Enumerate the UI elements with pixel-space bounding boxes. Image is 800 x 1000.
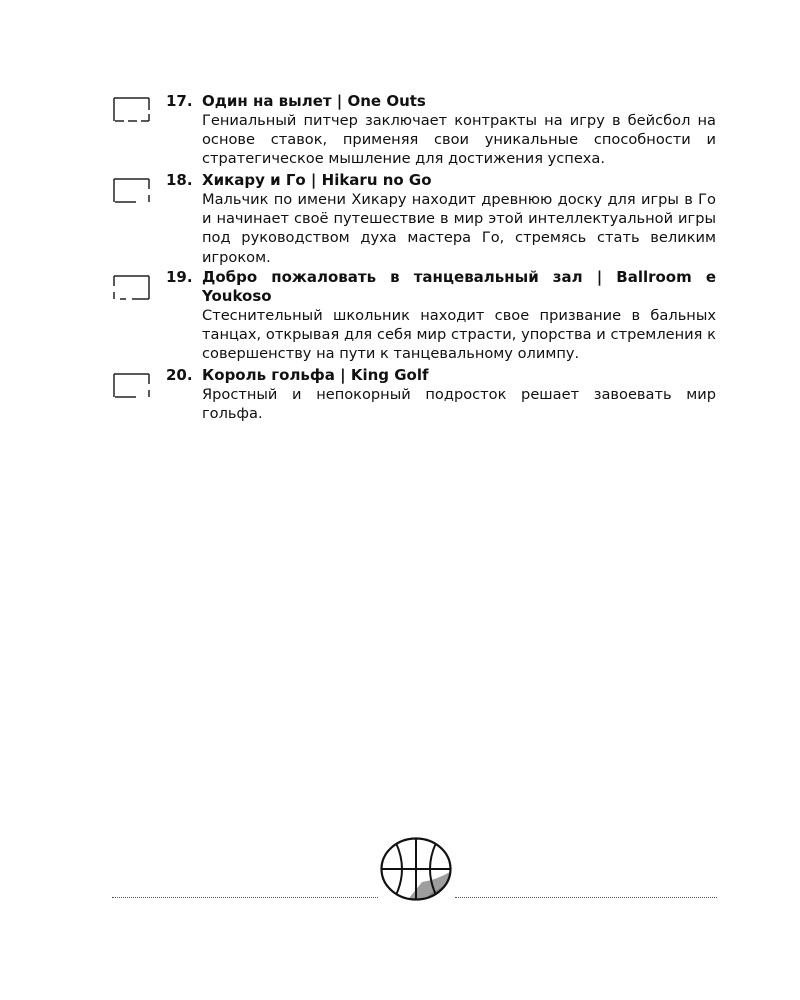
basketball-icon <box>378 836 454 902</box>
footer-divider-left <box>112 897 378 898</box>
checkbox-icon[interactable] <box>112 94 150 122</box>
item-title: Хикару и Го | Hikaru no Go <box>202 171 432 189</box>
item-description: Гениальный питчер заключает контракты на игру в бейсбол на основе ставок, применяя свои уникальные способности и стратегическое мышление для достижения успеха. <box>202 112 716 168</box>
item-title: Добро пожаловать в танцевальный зал | Ballroom e Youkoso <box>202 268 716 305</box>
item-description: Яростный и непокорный подросток решает завоевать мир гольфа. <box>202 386 716 423</box>
item-number: 20. <box>166 366 193 384</box>
item-description: Мальчик по имени Хикару находит древнюю доску для игры в Го и начинает своё путешествие в мир этой интеллектуальной игры под руководством духа мастера Го, стремясь стать великим игроком. <box>202 191 716 266</box>
checkbox-icon[interactable] <box>112 272 150 300</box>
item-title: Один на вылет | One Outs <box>202 92 426 110</box>
item-number: 18. <box>166 171 193 189</box>
checkbox-icon[interactable] <box>112 370 150 398</box>
item-number: 17. <box>166 92 193 110</box>
footer-divider-right <box>455 897 717 898</box>
checkbox-icon[interactable] <box>112 175 150 203</box>
item-number: 19. <box>166 268 193 286</box>
item-title: Король гольфа | King Golf <box>202 366 429 384</box>
item-description: Стеснительный школьник находит свое призвание в бальных танцах, открывая для себя мир страсти, упорства и стремления к совершенству на пути к танцевальному олимпу. <box>202 307 716 363</box>
